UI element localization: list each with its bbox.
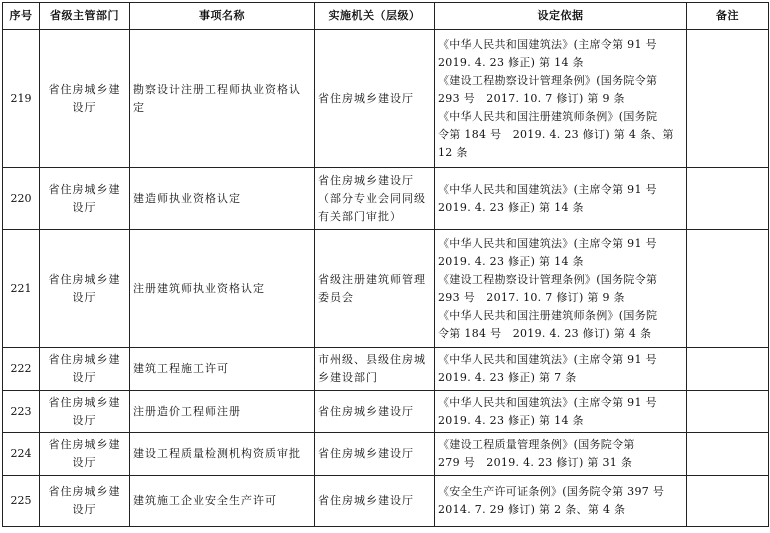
basis-line: 《中华人民共和国建筑法》(主席令第 91 号: [438, 395, 657, 409]
table-row: [3, 30, 769, 168]
cell-agency: 省住房城乡建设厅: [315, 391, 435, 433]
table-row: [3, 230, 769, 348]
cell-basis: [435, 391, 687, 433]
header-notes: 备注: [687, 3, 769, 30]
cell-item: 建设工程质量检测机构资质审批: [130, 433, 315, 476]
cell-agency: 市州级、县级住房城乡建设部门: [315, 348, 435, 391]
basis-line: 2014. 7. 29 修订) 第 2 条、第 4 条: [438, 503, 626, 516]
table-row: [3, 168, 769, 230]
basis-line: 2019. 4. 23 修正) 第 14 条: [438, 413, 584, 427]
basis-line: 293 号 2017. 10. 7 修订) 第 9 条: [438, 290, 625, 304]
cell-item: 注册造价工程师注册: [130, 391, 315, 433]
cell-dept: 省住房城乡建设厅: [40, 30, 130, 168]
basis-line: 令第 184 号 2019. 4. 23 修订) 第 4 条: [438, 326, 652, 340]
cell-notes: [687, 348, 769, 391]
basis-line: 令第 184 号 2019. 4. 23 修订) 第 4 条、第: [438, 127, 674, 141]
header-agency: 实施机关（层级）: [315, 3, 435, 30]
cell-dept: 省住房城乡建设厅: [40, 168, 130, 230]
cell-basis: [435, 168, 687, 230]
header-row: [3, 3, 769, 30]
cell-notes: [687, 230, 769, 348]
basis-line: 2019. 4. 23 修正) 第 14 条: [438, 254, 584, 268]
basis-line: 279 号 2019. 4. 23 修订) 第 31 条: [438, 456, 633, 469]
header-no: 序号: [3, 3, 40, 30]
cell-dept: 省住房城乡建设厅: [40, 348, 130, 391]
header-dept: 省级主管部门: [40, 3, 130, 30]
cell-agency: 省住房城乡建设厅: [315, 433, 435, 476]
cell-basis: [435, 348, 687, 391]
cell-item: 勘察设计注册工程师执业资格认定: [130, 30, 315, 168]
basis-line: 2019. 4. 23 修正) 第 14 条: [438, 200, 584, 214]
cell-notes: [687, 433, 769, 476]
basis-line: 《建设工程质量管理条例》(国务院令第: [438, 438, 635, 451]
basis-line: 《建设工程勘察设计管理条例》(国务院令第: [438, 73, 658, 87]
administrative-items-table: [2, 2, 769, 527]
cell-no: 223: [3, 391, 40, 433]
cell-agency: 省住房城乡建设厅: [315, 30, 435, 168]
basis-line: 12 条: [438, 145, 468, 159]
cell-no: 220: [3, 168, 40, 230]
cell-no: 225: [3, 476, 40, 527]
cell-agency: 省住房城乡建设厅（部分专业会同同级有关部门审批）: [315, 168, 435, 230]
header-item: 事项名称: [130, 3, 315, 30]
cell-notes: [687, 391, 769, 433]
cell-item: 注册建筑师执业资格认定: [130, 230, 315, 348]
cell-basis: [435, 30, 687, 168]
basis-line: 2019. 4. 23 修正) 第 14 条: [438, 55, 584, 69]
basis-line: 《中华人民共和国建筑法》(主席令第 91 号: [438, 37, 657, 51]
cell-dept: 省住房城乡建设厅: [40, 476, 130, 527]
cell-notes: [687, 476, 769, 527]
header-basis: 设定依据: [435, 3, 687, 30]
basis-line: 《中华人民共和国注册建筑师条例》(国务院: [438, 109, 658, 123]
cell-no: 222: [3, 348, 40, 391]
cell-dept: 省住房城乡建设厅: [40, 391, 130, 433]
cell-dept: 省住房城乡建设厅: [40, 433, 130, 476]
cell-no: 219: [3, 30, 40, 168]
cell-no: 224: [3, 433, 40, 476]
cell-notes: [687, 30, 769, 168]
basis-line: 2019. 4. 23 修正) 第 7 条: [438, 371, 577, 384]
table-row: [3, 433, 769, 476]
cell-notes: [687, 168, 769, 230]
cell-dept: 省住房城乡建设厅: [40, 230, 130, 348]
cell-basis: [435, 476, 687, 527]
cell-item: 建造师执业资格认定: [130, 168, 315, 230]
cell-agency: 省住房城乡建设厅: [315, 476, 435, 527]
cell-basis: [435, 433, 687, 476]
basis-line: 《中华人民共和国建筑法》(主席令第 91 号: [438, 236, 657, 250]
basis-line: 《中华人民共和国注册建筑师条例》(国务院: [438, 308, 658, 322]
cell-no: 221: [3, 230, 40, 348]
cell-item: 建筑施工企业安全生产许可: [130, 476, 315, 527]
table-row: [3, 348, 769, 391]
basis-line: 《建设工程勘察设计管理条例》(国务院令第: [438, 272, 658, 286]
table-row: [3, 391, 769, 433]
table-row: [3, 476, 769, 527]
cell-item: 建筑工程施工许可: [130, 348, 315, 391]
basis-line: 《安全生产许可证条例》(国务院令第 397 号: [438, 485, 665, 498]
basis-line: 《中华人民共和国建筑法》(主席令第 91 号: [438, 353, 657, 366]
basis-line: 293 号 2017. 10. 7 修订) 第 9 条: [438, 91, 625, 105]
cell-basis: [435, 230, 687, 348]
cell-agency: 省级注册建筑师管理委员会: [315, 230, 435, 348]
basis-line: 《中华人民共和国建筑法》(主席令第 91 号: [438, 182, 657, 196]
